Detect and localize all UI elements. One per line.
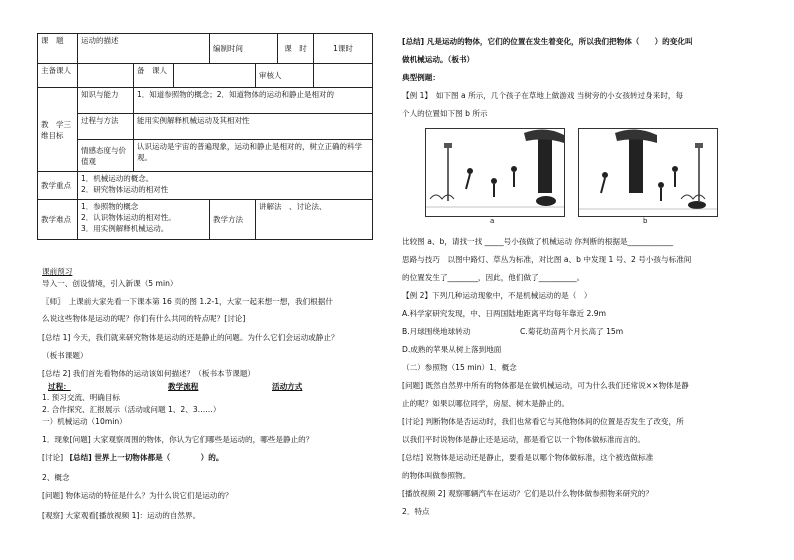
question-line: [问题] 物体运动的特征是什么？为什么说它们是运动的？ — [42, 491, 233, 500]
figure-a — [425, 128, 565, 225]
topic-label: 课 题 — [38, 34, 78, 64]
teaching-method-label: 教学方法 — [210, 200, 256, 240]
lesson-plan-table — [37, 33, 373, 240]
key-points-label: 教学重点 — [38, 172, 78, 200]
discuss-2-cont: 以我们平时说物体是静止还是运动，都是看它以一个物体做标准而言的。 — [402, 435, 645, 444]
question-2-cont: 止的呢？如果以哪位同学，房屋、树木是静止的。 — [402, 399, 570, 408]
example-2: 【例 2】下列几种运动现象中，不是机械运动的是（ ） — [402, 291, 592, 300]
child-1-body — [466, 174, 470, 189]
teaching-method-value: 讲解法 、讨论法、 — [256, 200, 373, 240]
difficult-point-item: 1．参照物的概念 — [81, 202, 139, 211]
compile-time-label: 编制时间 — [210, 34, 278, 64]
difficult-point-item: 2．认识物体运动的相对性。 — [81, 213, 176, 222]
option-d: D.成熟的苹果从树上落到地面 — [402, 345, 502, 354]
summary-reference: [总结] 说物体是运动还是静止，要看是以哪个物体做标准，这个被选做标准 — [402, 453, 654, 462]
concept-heading: 2、概念 — [42, 473, 70, 482]
goal-text-process: 能用实例解释机械运动及其相对性 — [134, 114, 373, 140]
process-heading: 过程： — [48, 382, 71, 391]
hours-value: 1课时 — [314, 34, 373, 64]
video-2-line: [播放视频 2] 观察哪辆汽车在运动？它们是以什么物体做参照物来研究的？ — [402, 489, 653, 498]
option-b: B.月球围绕地球转动 — [402, 327, 471, 336]
reviewer-value — [314, 64, 373, 88]
grass-clump — [681, 195, 705, 199]
question-2: [问题] 既然自然界中所有的物体都是在做机械运动，可为什么我们还常说××物体是静 — [402, 381, 689, 390]
option-a: A.科学家研究发现，中、日两国陆地距离平均每年靠近 2.9m — [402, 309, 607, 318]
figure-b — [578, 128, 718, 225]
step-2: 2. 合作探究、汇报展示（活动或问题 1、2、3……） — [42, 405, 221, 414]
lamp-head — [444, 143, 452, 148]
lamp-head — [695, 143, 703, 148]
discuss-label: [讨论] — [42, 453, 64, 462]
method-hint: 思路与技巧 以图中路灯、草丛为标准，对比图 a、b 中发现 1 号、2 号小孩与标准间 — [402, 255, 692, 264]
section-reference-object: （二）参照物（15 min）1．概念 — [402, 363, 517, 372]
figure-a-label: a — [490, 217, 495, 225]
lecturer-value — [174, 64, 256, 88]
figure-a-drawing — [426, 129, 564, 216]
lecturer-label: 备 课人 — [134, 64, 174, 88]
preview-heading: 课前预习 — [42, 267, 73, 276]
board-note: （板书课题） — [42, 351, 88, 360]
summary-motion-2: 做机械运动。（板书） — [402, 55, 475, 64]
goal-name-process: 过程与方法 — [78, 114, 134, 140]
observe-line: [观察] 大家观看[播放视频 1]：运动的自然界。 — [42, 511, 201, 520]
discuss-2: [讨论] 判断物体是否运动时，我们也常看它与其他物体间的位置是否发生了改变，所 — [402, 417, 684, 426]
teacher-line: 〖师〗 上课前大家先看一下课本第 16 页的图 1.2-1，大家一起来想一想，我们根据什 — [42, 297, 333, 306]
prep-person-label: 主备课人 — [38, 64, 78, 88]
key-point-item: 2．研究物体运动的相对性 — [81, 185, 169, 194]
flow-heading: 教学流程 — [168, 382, 199, 391]
key-points — [78, 172, 373, 200]
step-1: 1. 预习交流、明确目标 — [42, 393, 121, 402]
compare-question: 比较图 a、b，请找一找 _____号小孩做了机械运动 你判断的根据是____________ — [402, 237, 674, 246]
item-phenomenon: 1．现象[问题] 大家观察周围的物体，你认为它们哪些是运动的，哪些是静止的？ — [42, 435, 314, 444]
method-hint-2: 的位置发生了________，因此，他们做了__________。 — [402, 273, 585, 282]
goal-name-emotion: 情感态度与价值观 — [78, 140, 134, 172]
child-1-body — [601, 178, 605, 193]
child-2 — [658, 182, 664, 188]
example-1: 【例 1】 如下图 a 所示，几个孩子在草地上做游戏 当树旁的小女孩转过身来时，每 — [402, 91, 684, 100]
tree-trunk — [538, 135, 552, 193]
teacher-line-2: 么说这些物体是运动的呢？你们有什么共同的特点呢？[讨论] — [42, 314, 246, 323]
discuss-summary-line — [42, 452, 223, 463]
examples-heading: 典型例题： — [402, 73, 440, 82]
topic-value: 运动的描述 — [78, 34, 210, 64]
summary-bold: [总结] 世界上一切物体都是（ ）的。 — [69, 453, 224, 462]
child-4 — [536, 196, 556, 206]
goal-text-knowledge: 1．知道参照物的概念；2．知道物体的运动和静止是相对的 — [134, 88, 373, 114]
example-1-cont: 个人的位置如下图 b 所示 — [402, 109, 488, 118]
child-3 — [672, 166, 678, 172]
goal-name-knowledge: 知识与能力 — [78, 88, 134, 114]
summary-2: [总结 2] 我们首先看物体的运动该如何描述？（板书本节课题） — [42, 369, 256, 378]
child-4 — [688, 201, 706, 209]
figure-b-label: b — [643, 217, 648, 225]
grass-clump — [430, 195, 454, 199]
reviewer-label: 审核人 — [256, 64, 314, 88]
summary-1: [总结 1] 今天，我们就来研究物体是运动的还是静止的问题。为什么它们会运动或静止？ — [42, 333, 339, 342]
difficult-point-item: 3．用实例解释机械运动。 — [81, 224, 169, 233]
child-3 — [511, 166, 517, 172]
child-2 — [491, 178, 497, 184]
summary-motion: [总结] 凡是运动的物体，它们的位置在发生着变化，所以我们把物体（ ）的变化叫 — [402, 37, 693, 46]
summary-reference-cont: 的物体叫做参照物。 — [402, 471, 471, 480]
goal-text-emotion: 认识运动是宇宙的普遍现象，运动和静止是相对的，树立正确的科学观。 — [134, 140, 373, 172]
difficult-points-label: 教学难点 — [38, 200, 78, 240]
tree-trunk — [629, 135, 643, 193]
figure-b-drawing — [579, 129, 717, 216]
prep-person-value — [78, 64, 134, 88]
difficult-points — [78, 200, 210, 240]
intro-line: 导入一、创设情境，引入新课（5 min） — [42, 279, 178, 288]
child-1 — [602, 172, 608, 178]
feature-heading: 2．特点 — [402, 507, 430, 516]
child-1 — [467, 168, 473, 174]
activity-heading: 活动方式 — [272, 382, 303, 391]
goals-label: 教 学三维目标 — [38, 88, 78, 172]
option-c: C.菊花幼苗两个月长高了 15m — [520, 327, 624, 336]
section-mechanical-motion: 一）机械运动（10min） — [42, 417, 127, 426]
key-point-item: 1．机械运动的概念。 — [81, 174, 154, 183]
hours-label: 课 时 — [278, 34, 314, 64]
